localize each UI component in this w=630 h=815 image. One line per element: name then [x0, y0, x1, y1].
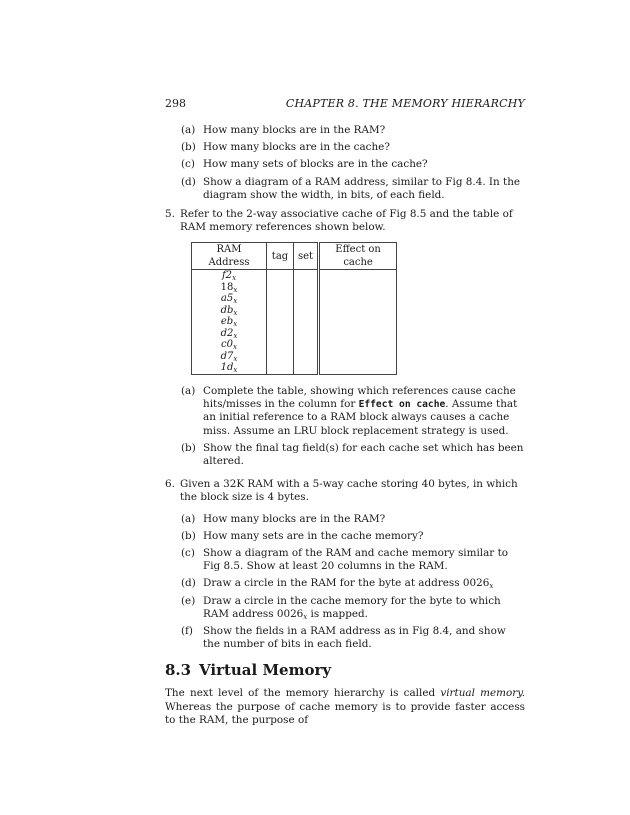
q4-part-b: (b) How many blocks are in the cache? [181, 141, 390, 154]
col-effect-on-cache: Effect on cache [319, 243, 397, 270]
question-5: 5. Refer to the 2-way associative cache of Fig 8.5 and the table of RAM memory references shown below. [165, 208, 513, 234]
content [165, 124, 525, 727]
code-effect-on-cache: Effect on cache [358, 399, 446, 411]
q6-part-f: (f) Show the fields in a RAM address as in Fig 8.4, and show the number of bits in each field. [181, 624, 506, 651]
col-tag: tag [267, 243, 294, 270]
section-number: 8.3 [165, 661, 192, 680]
table-row: $d7_x$ [192, 351, 397, 363]
q5-part-b: (b) Show the final tag field(s) for each cache set which has been altered. [181, 441, 524, 467]
page-number: 298 [165, 97, 186, 110]
ram-reference-table [191, 242, 397, 375]
q4-part-a: (a) How many blocks are in the RAM? [181, 124, 386, 136]
table-row: $eb_x$ [192, 316, 397, 328]
section-title: Virtual Memory [199, 661, 332, 680]
table-row: $db_x$ [192, 305, 397, 317]
q6-part-a: (a) How many blocks are in the RAM? [181, 512, 386, 525]
section-heading [165, 661, 525, 679]
col-set: set [294, 243, 319, 270]
table-row: $1d_x$ [192, 362, 397, 374]
table-row: $d2_x$ [192, 328, 397, 340]
chapter-title: CHAPTER 8. THE MEMORY HIERARCHY [285, 97, 525, 110]
table-row: $a5_x$ [192, 293, 397, 305]
q6-part-b: (b) How many sets are in the cache memory? [181, 529, 424, 542]
q4-part-d: (d) Show a diagram of a RAM address, similar to Fig 8.4. In the diagram show the width, in bits, of each field. [181, 175, 521, 201]
col-ram-address: RAM Address [192, 243, 267, 270]
q6-part-d: (d) Draw a circle in the RAM for the byte at address $0026_x$ [181, 577, 494, 591]
q6-part-c: (c) Show a diagram of the RAM and cache memory similar to Fig 8.5. Show at least 20 columns in the RAM. [181, 546, 509, 573]
table-row: $f2_x$ [192, 270, 397, 282]
q5-part-a: (a) Complete the table, showing which references cause cache hits/misses in the column for Effect on cache. Assume that an initial reference to a RAM block always causes a cache miss. Assume an LRU block replacement strategy is used. [181, 384, 518, 437]
emphasis-virtual-memory: virtual memory. [440, 687, 526, 700]
body-paragraph: The next level of the memory hierarchy is called virtual memory. Whereas the purpose of cache memory is to provide faster access to the RAM, the purpose of [165, 687, 526, 726]
table-row: $c0_x$ [192, 339, 397, 351]
table-row: $18_x$ [192, 282, 397, 294]
question-6: 6. Given a 32K RAM with a 5-way cache storing 40 bytes, in which the block size is 4 bytes. [165, 478, 518, 504]
q4-part-c: (c) How many sets of blocks are in the cache? [181, 158, 428, 171]
q6-part-e: (e) Draw a circle in the cache memory for the byte to which RAM address $0026_x$ is mapped. [181, 594, 501, 621]
